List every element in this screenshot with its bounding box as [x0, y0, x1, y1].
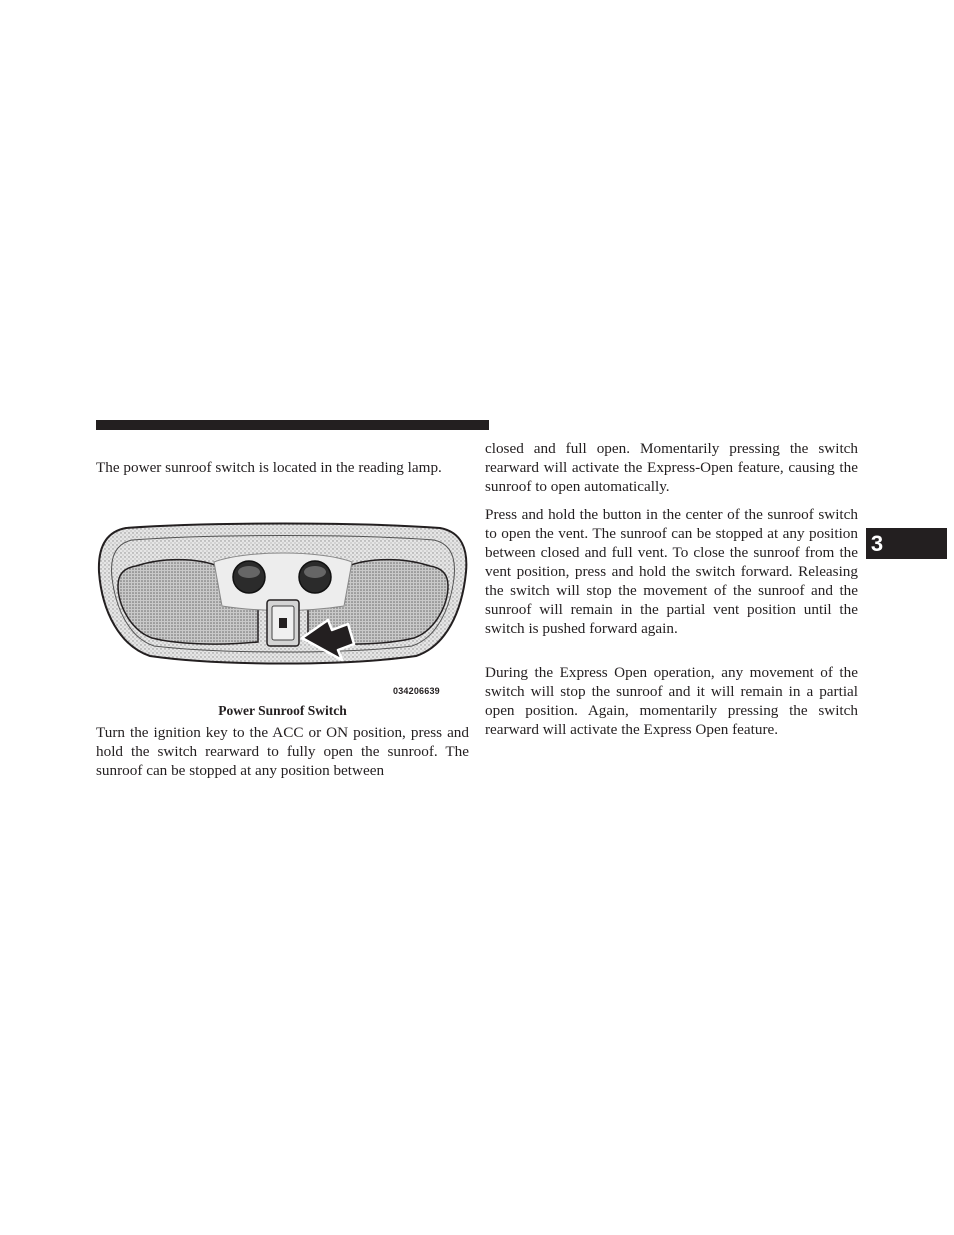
chapter-number: 3	[870, 531, 884, 556]
sunroof-switch-illustration	[96, 520, 470, 698]
figure-caption: Power Sunroof Switch	[218, 703, 347, 718]
intro-paragraph: The power sunroof switch is located in the reading lamp.	[96, 459, 442, 476]
right-paragraph-2: Press and hold the button in the center of the sunroof switch to open the vent. The sunroof can be stopped at any position between closed and full vent. To close the sunroof from the vent position, press and hold the switch forward. Releasing the switch will stop the movement of the sunroof and the sunroof will remain in the partial vent position until the switch is pushed forward again.	[485, 506, 858, 637]
right-paragraph-1: closed and full open. Momentarily pressing the switch rearward will activate the Express-Open feature, causing the sunroof to open automatically.	[485, 440, 858, 495]
right-paragraph-3: During the Express Open operation, any movement of the switch will stop the sunroof and it will remain in a partial open position. Again, momentarily pressing the switch rearward will activate the Express Open feature.	[485, 664, 858, 738]
chapter-tab	[866, 528, 947, 559]
figure-code: 034206639	[393, 686, 440, 696]
section-rule	[96, 420, 489, 430]
left-body-paragraph: Turn the ignition key to the ACC or ON position, press and hold the switch rearward to fully open the sunroof. The sunroof can be stopped at any position between	[96, 724, 469, 779]
